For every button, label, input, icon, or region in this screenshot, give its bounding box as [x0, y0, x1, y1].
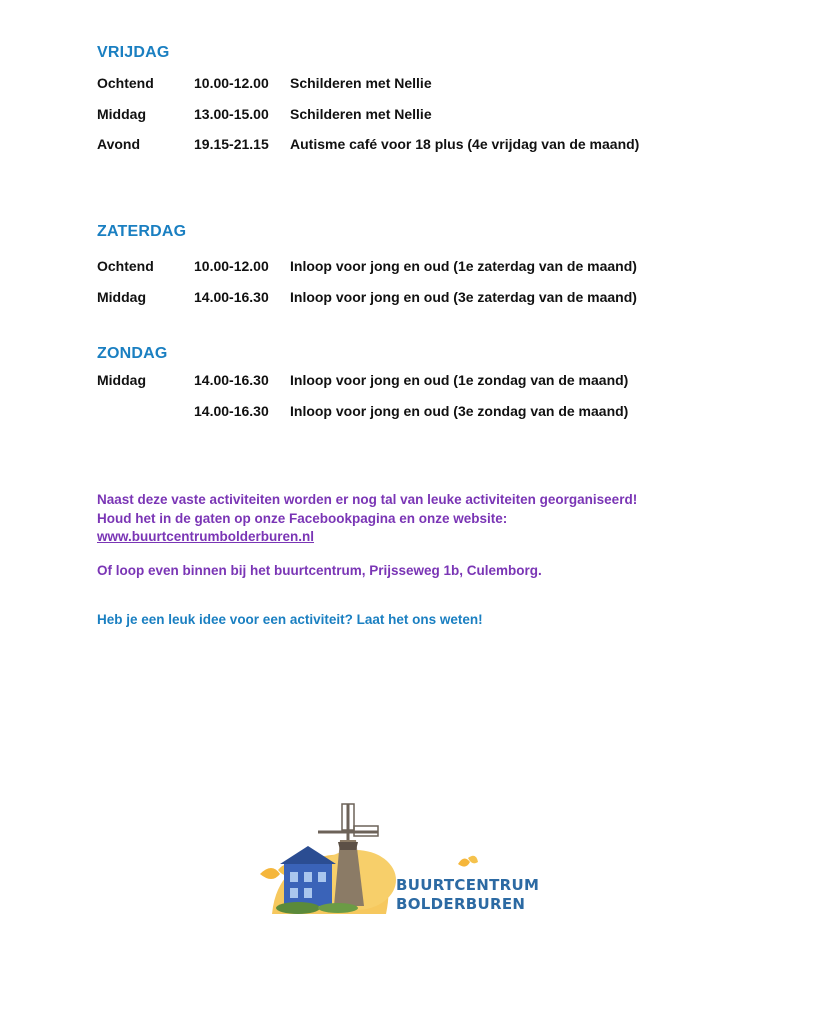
- activity-name: Inloop voor jong en oud (1e zaterdag van de maand): [290, 258, 637, 274]
- logo-text-line1: BUURTCENTRUM: [396, 876, 540, 894]
- time-slot: 13.00-15.00: [194, 106, 269, 122]
- time-slot: 10.00-12.00: [194, 258, 269, 274]
- visit-address-text: Of loop even binnen bij het buurtcentrum, Prijsseweg 1b, Culemborg.: [97, 563, 542, 578]
- activity-name: Inloop voor jong en oud (1e zondag van de maand): [290, 372, 629, 388]
- website-link[interactable]: www.buurtcentrumbolderburen.nl: [97, 529, 315, 544]
- day-part: Ochtend: [97, 75, 154, 91]
- windmill-logo: [258, 802, 540, 914]
- time-slot: 10.00-12.00: [194, 75, 269, 91]
- day-heading-friday: VRIJDAG: [97, 44, 170, 61]
- day-part: Middag: [97, 289, 146, 305]
- time-slot: 19.15-21.15: [194, 136, 269, 152]
- info-text-line2: Houd het in de gaten op onze Facebookpagina en onze website:: [97, 511, 508, 526]
- time-slot: 14.00-16.30: [194, 403, 269, 419]
- activity-name: Inloop voor jong en oud (3e zondag van de maand): [290, 403, 629, 419]
- day-part: Middag: [97, 372, 146, 388]
- activity-name: Schilderen met Nellie: [290, 75, 432, 91]
- day-part: Avond: [97, 136, 141, 152]
- time-slot: 14.00-16.30: [194, 372, 269, 388]
- logo-text-line2: BOLDERBUREN: [396, 895, 526, 913]
- info-text-line1: Naast deze vaste activiteiten worden er nog tal van leuke activiteiten georganiseerd!: [97, 492, 638, 507]
- activity-name: Schilderen met Nellie: [290, 106, 432, 122]
- activity-name: Autisme café voor 18 plus (4e vrijdag van de maand): [290, 136, 640, 152]
- activity-name: Inloop voor jong en oud (3e zaterdag van de maand): [290, 289, 637, 305]
- time-slot: 14.00-16.30: [194, 289, 269, 305]
- idea-call-to-action: Heb je een leuk idee voor een activiteit? Laat het ons weten!: [97, 612, 483, 627]
- day-heading-sunday: ZONDAG: [97, 345, 168, 362]
- day-part: Middag: [97, 106, 146, 122]
- day-part: Ochtend: [97, 258, 154, 274]
- day-heading-saturday: ZATERDAG: [97, 223, 187, 240]
